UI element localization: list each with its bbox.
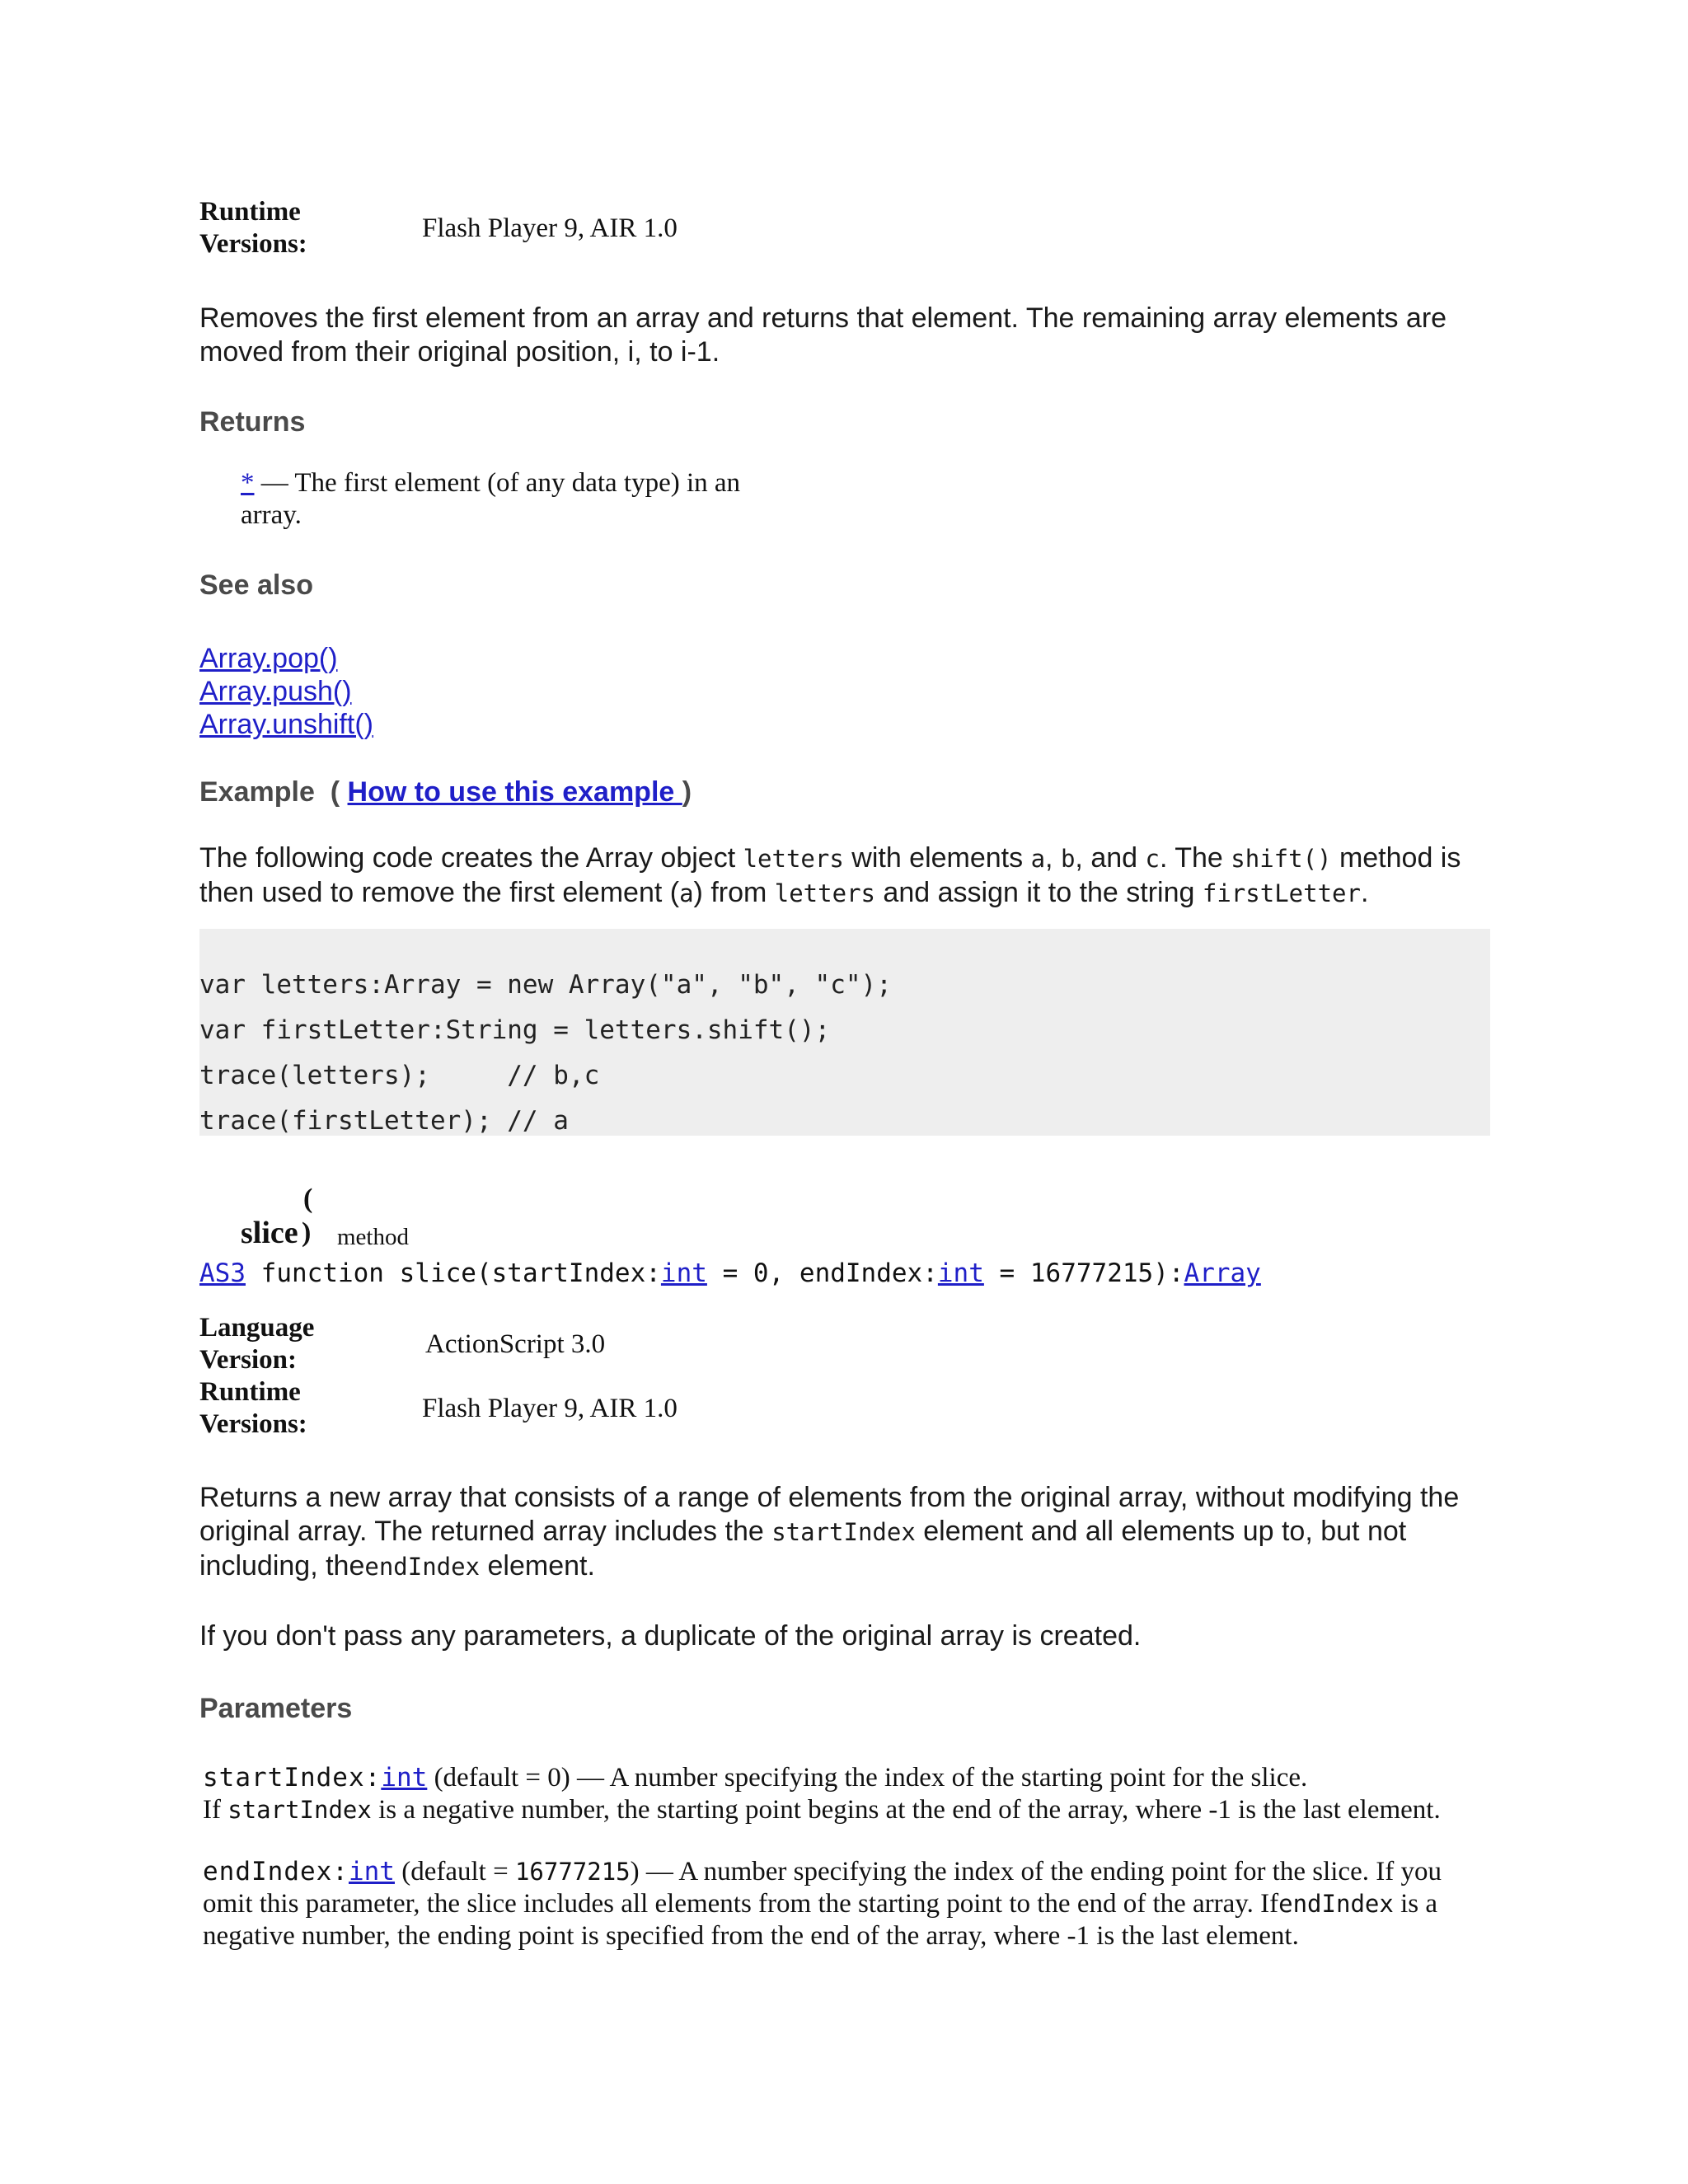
returns-text: — The first element (of any data type) in an array.: [241, 468, 741, 530]
runtime-label-line1: Runtime: [199, 197, 301, 227]
runtime-versions-row: [199, 196, 678, 260]
runtime-versions-label: [199, 196, 422, 260]
example-paren-open: (: [330, 776, 340, 808]
slice-title-kind: method: [337, 1224, 409, 1250]
returns-type-link[interactable]: *: [241, 468, 255, 498]
param-start-index: startIndex:int (default = 0) — A number specifying the index of the starting point for the slice. If startIndex is a negative number, the starting point begins at the end of the array, where -1 is the last element.: [203, 1763, 1441, 1825]
slice-title-paren-open: (: [303, 1183, 313, 1214]
language-version-value: ActionScript 3.0: [425, 1329, 606, 1359]
see-also-link-array-pop[interactable]: Array.pop(): [199, 643, 338, 674]
example-paren-close: ): [682, 776, 692, 808]
see-also-link-array-unshift[interactable]: Array.unshift(): [199, 709, 373, 740]
runtime-versions-value: Flash Player 9, AIR 1.0: [422, 213, 678, 243]
runtime-versions-value: Flash Player 9, AIR 1.0: [422, 1393, 678, 1423]
code-line: trace(letters); // b,c: [199, 1061, 600, 1090]
param-type-link[interactable]: int: [381, 1763, 428, 1793]
param-default-value: 16777215: [514, 1858, 631, 1886]
example-heading-label: Example: [199, 776, 315, 808]
language-version-row: [199, 1312, 605, 1376]
code-line: var firstLetter:String = letters.shift();: [199, 1015, 831, 1045]
example-description: The following code creates the Array object letters with elements a, b, and c. The shift() method is then used to remove the first element (a) from letters and assign it to the string firstLetter.: [199, 842, 1461, 908]
runtime-label-line2: Versions:: [199, 229, 307, 259]
runtime-label-line2: Versions:: [199, 1409, 307, 1439]
see-also-heading: See also: [199, 569, 313, 601]
runtime-label-line1: Runtime: [199, 1377, 301, 1407]
language-label-line1: Language: [199, 1313, 315, 1343]
returns-description: [241, 467, 776, 532]
see-also-link-array-push[interactable]: Array.push(): [199, 676, 352, 707]
runtime-versions-row: [199, 1376, 678, 1441]
runtime-versions-label: [199, 1376, 422, 1441]
array-type-link[interactable]: Array: [1184, 1258, 1261, 1288]
signature-part: = 0, endIndex:: [706, 1258, 938, 1288]
param-description: — A number specifying the index of the starting point for the slice.: [570, 1763, 1308, 1793]
no-params-note: If you don't pass any parameters, a duplicate of the original array is created.: [199, 1620, 1142, 1652]
param-default: (default = 0): [427, 1763, 570, 1793]
slice-title-name: slice: [241, 1216, 298, 1250]
example-code-block: [199, 929, 1490, 1136]
code-line: var letters:Array = new Array("a", "b", "c");: [199, 970, 892, 1000]
slice-signature: [199, 1258, 1261, 1288]
slice-description: Returns a new array that consists of a range of elements from the original array, without modifying the original array. The returned array includes the startIndex element and all elements up to, but not including, theendIndex element.: [199, 1482, 1460, 1582]
param-name: endIndex:: [203, 1857, 349, 1886]
param-type-link[interactable]: int: [348, 1857, 395, 1886]
int-type-link[interactable]: int: [937, 1258, 984, 1288]
code-line: trace(firstLetter); // a: [199, 1106, 569, 1136]
param-end-index: endIndex:int (default = 16777215) — A number specifying the index of the ending point for the slice. If you omit this parameter, the slice includes all elements from the starting point to the end of the array. IfendIndex is a negative number, the ending point is specified from the end of the array, where -1 is the last element.: [203, 1857, 1442, 1951]
shift-description: Removes the first element from an array and returns that element. The remaining array elements are moved from their original position, i, to i-1.: [199, 302, 1447, 368]
int-type-link[interactable]: int: [660, 1258, 707, 1288]
returns-heading: Returns: [199, 406, 306, 438]
language-label-line2: Version:: [199, 1345, 297, 1375]
param-description: — A number specifying the index of the ending point for the slice. If you omit this parameter, the slice includes all elements from the starting point to the end of the array. If: [203, 1857, 1442, 1919]
language-version-label: [199, 1312, 422, 1376]
example-heading: [199, 776, 692, 808]
parameters-heading: Parameters: [199, 1693, 353, 1724]
signature-part: function slice(startIndex:: [246, 1258, 661, 1288]
signature-part: = 16777215):: [983, 1258, 1184, 1288]
how-to-use-example-link[interactable]: How to use this example: [347, 776, 682, 808]
as3-link[interactable]: AS3: [199, 1258, 246, 1288]
slice-title-paren-close: ): [302, 1217, 312, 1248]
param-name: startIndex:: [203, 1763, 382, 1793]
param-default: (default =: [394, 1857, 515, 1886]
